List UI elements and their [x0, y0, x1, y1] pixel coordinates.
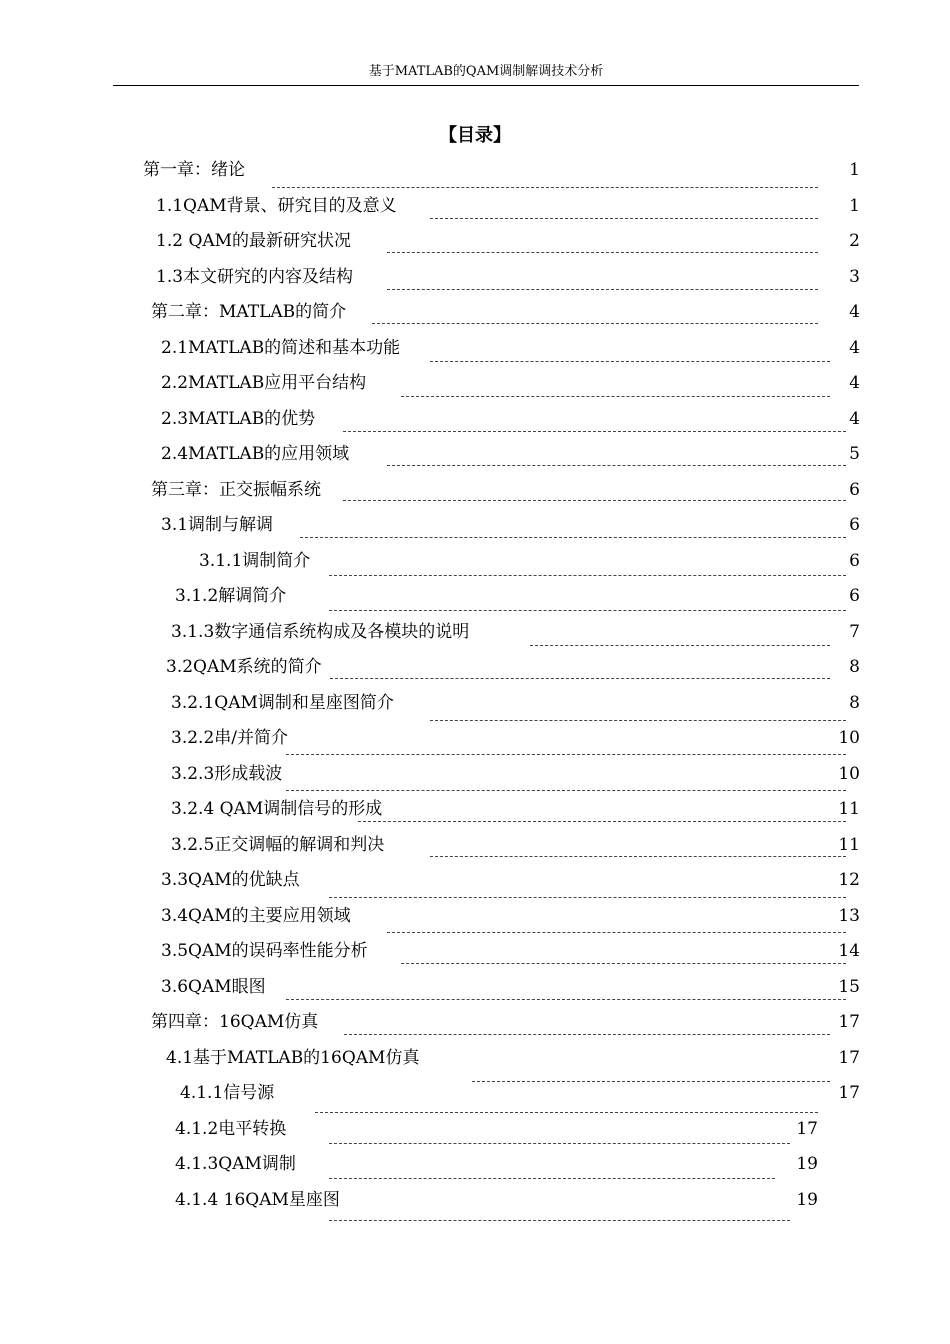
toc-leader-dots [329, 1143, 790, 1144]
toc-leader-dots [430, 361, 830, 362]
toc-entry[interactable] [0, 478, 950, 514]
toc-leader-dots [387, 289, 818, 290]
toc-leader-dots [358, 821, 846, 822]
toc-leader-dots [372, 323, 818, 324]
toc-entry-page-number: 17 [838, 1012, 860, 1032]
toc-entry-page-number: 19 [796, 1190, 818, 1210]
toc-entry-page-number: 17 [796, 1119, 818, 1139]
toc-leader-dots [343, 500, 846, 501]
toc-entry-page-number: 7 [849, 622, 860, 642]
toc-entry[interactable] [0, 1188, 950, 1224]
toc-entry[interactable] [0, 584, 950, 620]
toc-leader-dots [387, 252, 818, 253]
toc-entry-page-number: 11 [838, 799, 860, 819]
toc-entry-page-number: 2 [849, 231, 860, 251]
toc-leader-dots [329, 1220, 790, 1221]
toc-entry-label: 3.3QAM的优缺点 [161, 870, 300, 890]
toc-leader-dots [344, 1034, 830, 1035]
toc-entry[interactable] [0, 833, 950, 869]
toc-entry-page-number: 17 [838, 1048, 860, 1068]
toc-entry-label: 4.1.2电平转换 [175, 1119, 287, 1139]
toc-entry-label: 4.1.1信号源 [180, 1083, 275, 1103]
toc-entry-label: 3.2QAM系统的简介 [166, 657, 322, 677]
toc-entry[interactable] [0, 904, 950, 940]
toc-entry-label: 4.1.3QAM调制 [175, 1154, 296, 1174]
toc-entry-page-number: 5 [849, 444, 860, 464]
toc-entry-label: 2.4MATLAB的应用领域 [161, 444, 350, 464]
toc-entry-label: 1.3本文研究的内容及结构 [156, 267, 354, 287]
toc-entry-page-number: 6 [849, 586, 860, 606]
toc-entry[interactable] [0, 939, 950, 975]
toc-entry[interactable] [0, 620, 950, 656]
toc-entry[interactable] [0, 726, 950, 762]
toc-entry-label: 3.2.3形成载波 [171, 764, 283, 784]
toc-leader-dots [430, 218, 818, 219]
toc-entry-page-number: 4 [849, 302, 860, 322]
toc-entry[interactable] [0, 549, 950, 585]
toc-entry-page-number: 14 [838, 941, 860, 961]
toc-entry[interactable] [0, 868, 950, 904]
toc-entry-label: 1.1QAM背景、研究目的及意义 [156, 196, 397, 216]
toc-entry-label: 第二章：MATLAB的简介 [151, 302, 347, 322]
toc-entry-label: 3.1.1调制简介 [199, 551, 311, 571]
toc-entry[interactable] [0, 1046, 950, 1082]
toc-leader-dots [329, 897, 846, 898]
toc-leader-dots [530, 645, 830, 646]
toc-entry[interactable] [0, 975, 950, 1011]
toc-entry-page-number: 8 [849, 693, 860, 713]
toc-entry-label: 3.2.2串/并简介 [171, 728, 288, 748]
toc-entry-label: 第四章：16QAM仿真 [151, 1012, 319, 1032]
toc-leader-dots [430, 856, 846, 857]
toc-entry-label: 3.4QAM的主要应用领域 [161, 906, 351, 926]
toc-entry-label: 3.1.2解调简介 [175, 586, 287, 606]
toc-entry-label: 3.6QAM眼图 [161, 977, 266, 997]
toc-leader-dots [330, 678, 830, 679]
toc-entry-label: 2.1MATLAB的简述和基本功能 [161, 338, 401, 358]
toc-leader-dots [272, 187, 818, 188]
toc-entry-page-number: 6 [849, 480, 860, 500]
toc-entry[interactable] [0, 513, 950, 549]
toc-leader-dots [329, 1178, 775, 1179]
toc-entry[interactable] [0, 229, 950, 265]
toc-entry-label: 3.1.3数字通信系统构成及各模块的说明 [171, 622, 470, 642]
toc-entry[interactable] [0, 797, 950, 833]
toc-leader-dots [387, 932, 846, 933]
toc-entry[interactable] [0, 1117, 950, 1153]
toc-leader-dots [401, 963, 846, 964]
toc-entry-label: 4.1.4 16QAM星座图 [175, 1190, 340, 1210]
toc-entry-page-number: 10 [838, 728, 860, 748]
toc-entry-label: 第三章：正交振幅系统 [151, 480, 321, 500]
toc-entry[interactable] [0, 300, 950, 336]
toc-entry-page-number: 17 [838, 1083, 860, 1103]
toc-entry-page-number: 4 [849, 338, 860, 358]
toc-entry-label: 4.1基于MATLAB的16QAM仿真 [166, 1048, 420, 1068]
toc-entry[interactable] [0, 158, 950, 194]
toc-entry[interactable] [0, 655, 950, 691]
toc-entry-page-number: 13 [838, 906, 860, 926]
toc-entry-page-number: 1 [849, 160, 860, 180]
toc-entry[interactable] [0, 265, 950, 301]
toc-entry-page-number: 4 [849, 409, 860, 429]
running-header: 基于MATLAB的QAM调制解调技术分析 [368, 64, 604, 79]
toc-entry-page-number: 19 [796, 1154, 818, 1174]
toc-leader-dots [300, 537, 846, 538]
toc-entry-label: 2.2MATLAB应用平台结构 [161, 373, 367, 393]
toc-entry-label: 3.2.5正交调幅的解调和判决 [171, 835, 385, 855]
toc-leader-dots [286, 790, 846, 791]
toc-entry[interactable] [0, 407, 950, 443]
toc-entry-page-number: 15 [838, 977, 860, 997]
toc-entry[interactable] [0, 442, 950, 478]
toc-leader-dots [286, 754, 846, 755]
toc-entry-page-number: 10 [838, 764, 860, 784]
toc-entry[interactable] [0, 371, 950, 407]
toc-entry[interactable] [0, 1152, 950, 1188]
toc-entry-label: 3.5QAM的误码率性能分析 [161, 941, 368, 961]
header-rule [113, 85, 859, 86]
toc-leader-dots [401, 396, 830, 397]
toc-entry[interactable] [0, 762, 950, 798]
toc-entry-label: 2.3MATLAB的优势 [161, 409, 316, 429]
toc-entry-page-number: 8 [849, 657, 860, 677]
toc-entry-page-number: 12 [838, 870, 860, 890]
toc-entry[interactable] [0, 691, 950, 727]
toc-leader-dots [329, 610, 846, 611]
toc-entry-page-number: 3 [849, 267, 860, 287]
toc-leader-dots [343, 431, 846, 432]
toc-title: 【目录】 [439, 125, 511, 146]
toc-entry[interactable] [0, 194, 950, 230]
toc-leader-dots [286, 999, 846, 1000]
toc-entry-label: 3.2.4 QAM调制信号的形成 [171, 799, 383, 819]
toc-entry-label: 3.2.1QAM调制和星座图简介 [171, 693, 394, 713]
toc-entry-page-number: 6 [849, 515, 860, 535]
toc-entry-label: 第一章：绪论 [143, 160, 245, 180]
toc-entry-label: 3.1调制与解调 [161, 515, 274, 535]
toc-entry-page-number: 6 [849, 551, 860, 571]
toc-leader-dots [315, 1112, 818, 1113]
toc-entry[interactable] [0, 336, 950, 372]
toc-entry-label: 1.2 QAM的最新研究状况 [156, 231, 352, 251]
toc-entry-page-number: 4 [849, 373, 860, 393]
toc-entry-page-number: 1 [849, 196, 860, 216]
toc-leader-dots [430, 720, 846, 721]
toc-leader-dots [387, 465, 846, 466]
toc-entry[interactable] [0, 1010, 950, 1046]
toc-leader-dots [329, 575, 846, 576]
toc-entry[interactable] [0, 1081, 950, 1117]
toc-entry-page-number: 11 [838, 835, 860, 855]
